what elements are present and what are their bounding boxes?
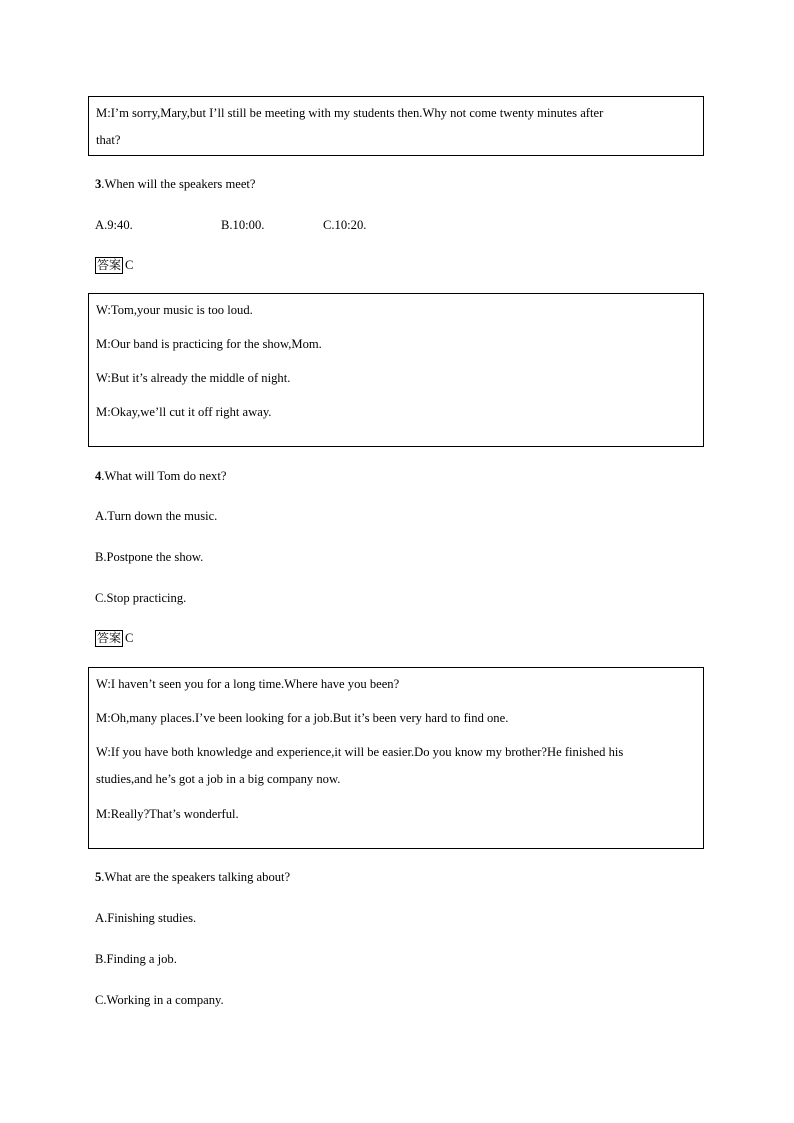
question-number: 5: [95, 870, 102, 884]
dialog-box-q2: [88, 96, 704, 156]
option-a: A.9:40.: [95, 218, 133, 232]
answer-value: C: [125, 631, 134, 645]
question-number: 3: [95, 177, 102, 191]
option-b: B.Finding a job.: [95, 952, 177, 966]
answer-label: 答案: [97, 258, 122, 272]
question-text: .When will the speakers meet?: [101, 177, 256, 191]
question-5: [95, 869, 290, 886]
option-a: A.Finishing studies.: [95, 911, 197, 925]
dialog-box-q4: [88, 293, 704, 447]
question-4: [95, 468, 226, 485]
answer-q4: [95, 630, 133, 647]
dialog-line: M:I’m sorry,Mary,but I’ll still be meeting with my students then.Why not come twenty minutes after that?: [96, 106, 604, 147]
option-c: C.Stop practicing.: [95, 591, 187, 605]
option-b: B.10:00.: [221, 218, 265, 232]
answer-value: C: [125, 258, 134, 272]
option-c: C.Working in a company.: [95, 993, 224, 1007]
question-text: .What will Tom do next?: [101, 469, 227, 483]
dialog-line: W:But it’s already the middle of night.: [96, 371, 291, 385]
answer-label: 答案: [97, 631, 122, 645]
dialog-line: M:Really?That’s wonderful.: [96, 807, 239, 821]
option-b: B.Postpone the show.: [95, 550, 204, 564]
option-a: A.Turn down the music.: [95, 509, 218, 523]
question-number: 4: [95, 469, 102, 483]
dialog-line: M:Okay,we’ll cut it off right away.: [96, 405, 272, 419]
dialog-box-q5: [88, 667, 704, 849]
dialog-line: M:Oh,many places.I’ve been looking for a job.But it’s been very hard to find one.: [96, 711, 509, 725]
dialog-line: M:Our band is practicing for the show,Mom.: [96, 337, 322, 351]
question-3: [95, 176, 256, 193]
dialog-line: W:Tom,your music is too loud.: [96, 303, 253, 317]
question-text: .What are the speakers talking about?: [101, 870, 291, 884]
dialog-line: W:If you have both knowledge and experience,it will be easier.Do you know my brother?He finished his studies,and he’s got a job in a big company now.: [96, 745, 624, 786]
answer-q3: [95, 257, 133, 274]
options-q3: [95, 217, 495, 234]
dialog-line: W:I haven’t seen you for a long time.Where have you been?: [96, 677, 400, 691]
option-c: C.10:20.: [323, 218, 367, 232]
